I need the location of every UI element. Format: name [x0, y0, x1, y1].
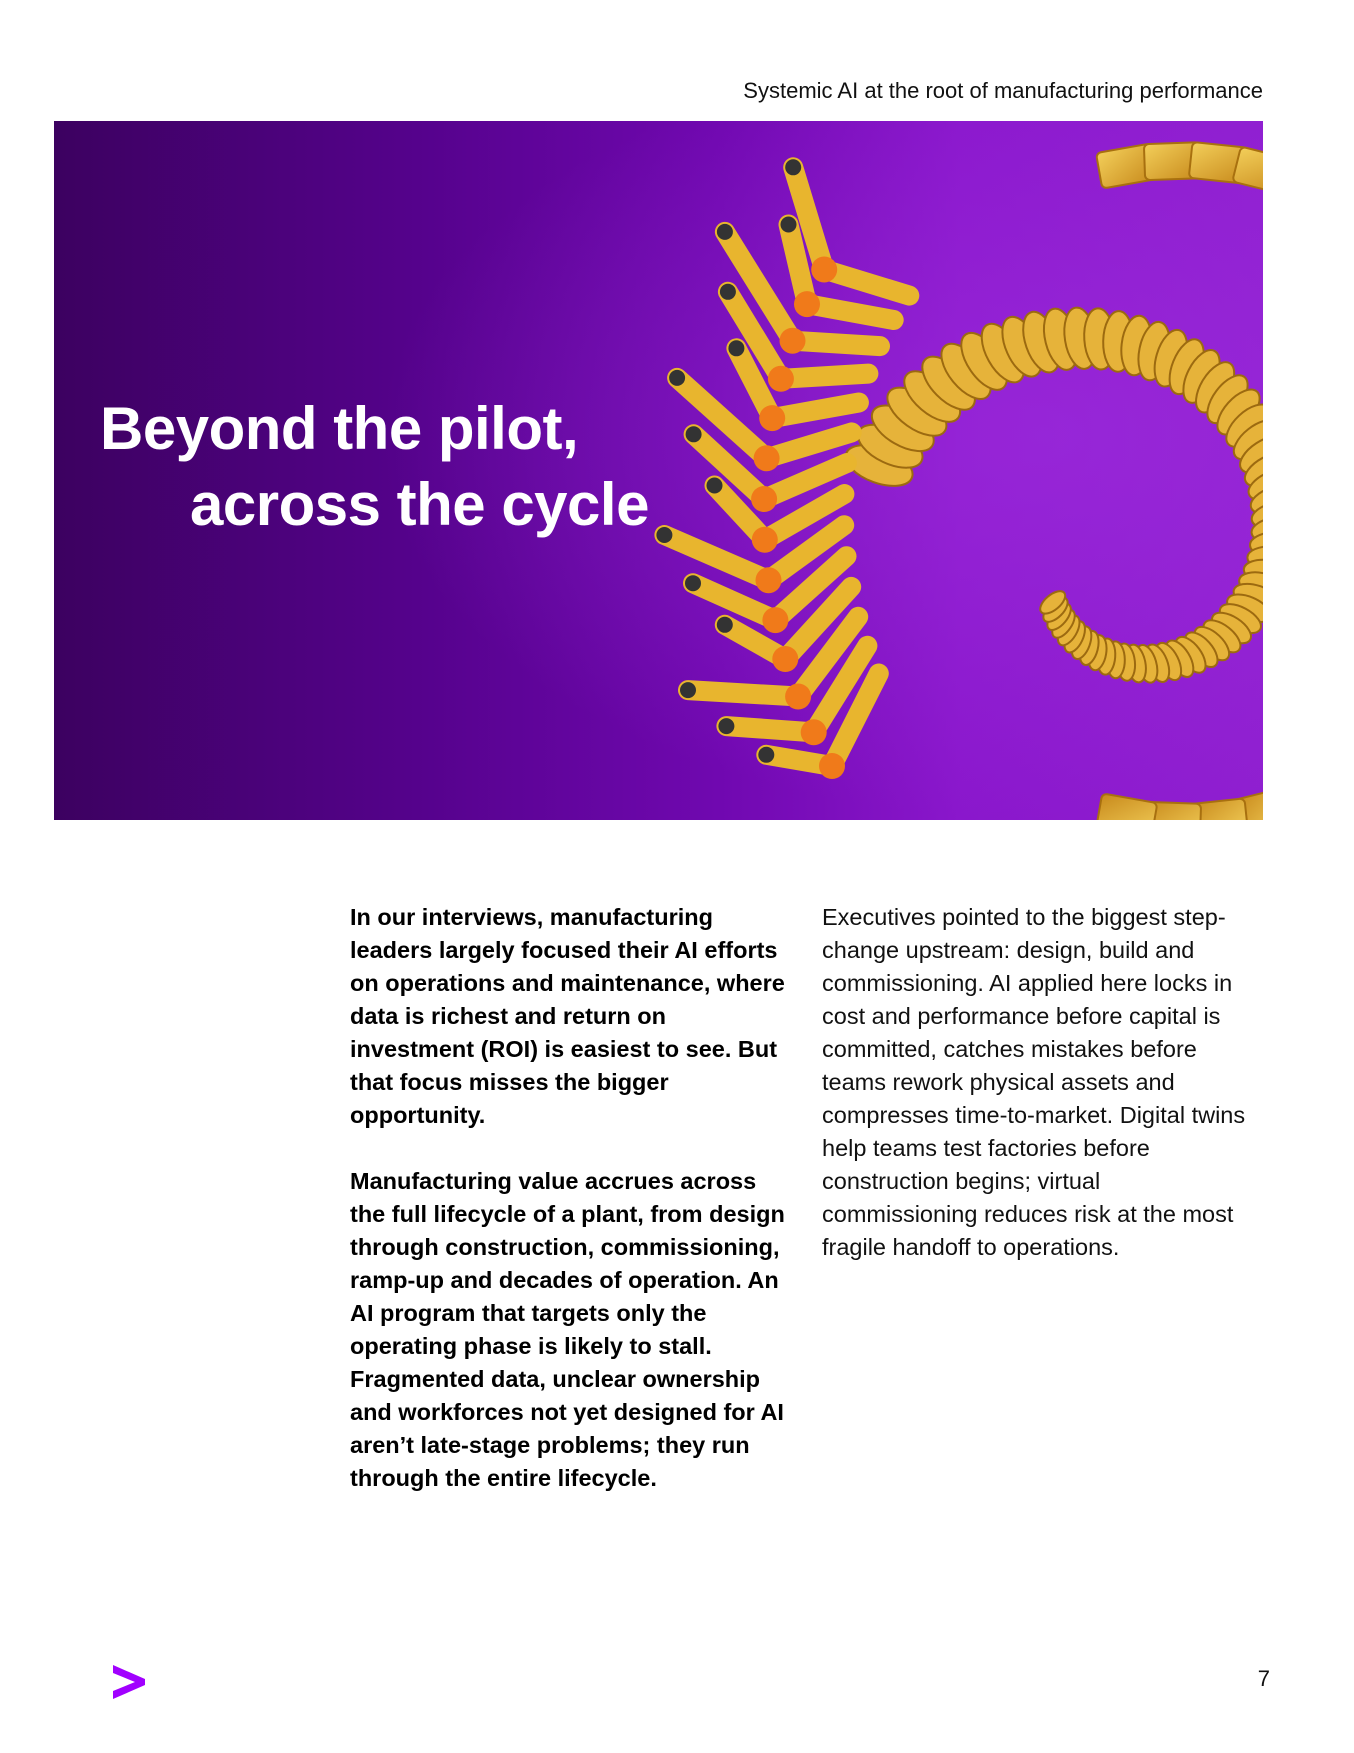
- left-paragraph-2: Manufacturing value accrues across the full lifecycle of a plant, from design through construction, commissioning, ramp-up and decades of operation. An AI program that targets only the operating phase is likely to stall. Fragmented data, unclear ownership and workforces not yet designed for AI aren’t late-stage problems; they run through the entire lifecycle.: [350, 1168, 785, 1491]
- left-column: [350, 901, 790, 1528]
- right-paragraph-1: Executives pointed to the biggest step-change upstream: design, build and commissioning. AI applied here locks in cost and performance before capital is committed, catches mistakes before teams rework physical assets and compresses time-to-market. Digital twins help teams test factories before construction begins; virtual commissioning reduces risk at the most fragile handoff to operations.: [822, 904, 1246, 1260]
- left-paragraph-1: In our interviews, manufacturing leaders largely focused their AI efforts on operations and maintenance, where data is richest and return on investment (ROI) is easiest to see. But that focus misses the bigger opportunity.: [350, 904, 785, 1128]
- hero-title: [100, 391, 649, 543]
- hero-title-line1: Beyond the pilot,: [100, 395, 579, 462]
- running-header: Systemic AI at the root of manufacturing performance: [743, 78, 1263, 103]
- right-column: [822, 901, 1262, 1297]
- hero-banner: [54, 121, 1263, 820]
- accenture-chevron-icon: [111, 1663, 147, 1699]
- page-number: 7: [1257, 1666, 1270, 1691]
- hero-title-line2: across the cycle: [190, 471, 649, 538]
